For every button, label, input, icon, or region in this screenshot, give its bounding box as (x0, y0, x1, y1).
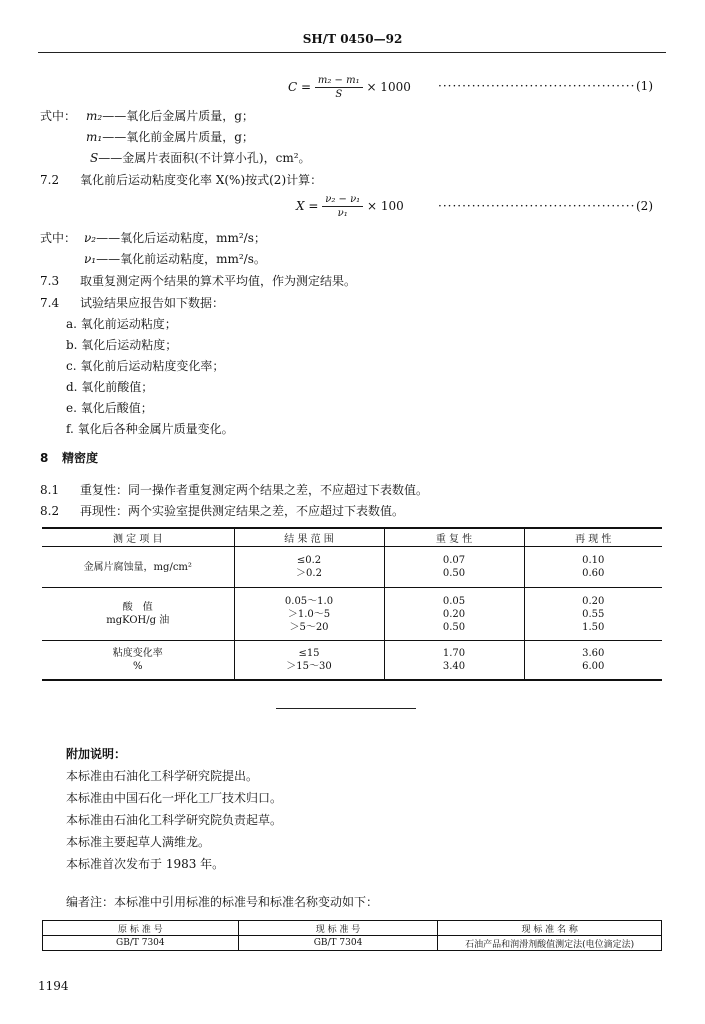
range-value: ＞0.2 (296, 568, 322, 579)
range-value: 0.05～1.0 (284, 595, 334, 607)
formula-1-dots: ········································· (438, 79, 636, 93)
section-8-2-number: 8.2 (40, 504, 60, 518)
repeatability-value: 0.20 (442, 608, 466, 620)
repeatability-cell (384, 547, 524, 588)
where-1-lead: 式中： (40, 109, 77, 123)
table-cell: 石油产品和润滑剂酸值测定法(电位滴定法) (438, 936, 662, 951)
section-divider (276, 708, 416, 709)
report-item: a. 氧化前运动粘度； (66, 317, 177, 331)
formula-1-denominator: S (335, 89, 343, 100)
reproducibility-value: 0.55 (582, 608, 605, 620)
notes-line: 本标准首次发布于 1983 年。 (66, 857, 225, 871)
where-1-desc: ——金属片表面积(不计算小孔)，cm²。 (98, 151, 311, 165)
where-1-desc: ——氧化前金属片质量，g； (102, 130, 254, 144)
table-row (42, 641, 662, 681)
range-cell (234, 588, 384, 641)
header-rule (38, 52, 666, 53)
report-item: b. 氧化后运动粘度； (66, 338, 178, 352)
section-7-4-number: 7.4 (40, 296, 60, 310)
reproducibility-value: 6.00 (582, 661, 605, 672)
section-8-title: 精密度 (62, 451, 99, 465)
repeatability-value: 0.50 (442, 621, 466, 633)
notes-line: 本标准由石油化工科学研究院负责起草。 (66, 813, 283, 827)
where-1-item (86, 129, 254, 145)
table-header-row (42, 528, 662, 547)
formula-2-fraction (322, 193, 363, 220)
item-cell (42, 588, 234, 641)
section-7-3-text: 取重复测定两个结果的算术平均值，作为测定结果。 (80, 274, 357, 288)
range-value: ≤15 (298, 648, 320, 659)
section-8-2-text: 再现性：两个实验室提供测定结果之差，不应超过下表数值。 (80, 504, 405, 518)
where-1-item (90, 150, 311, 166)
table-cell: GB/T 7304 (43, 936, 239, 951)
formula-2-lhs: X (296, 199, 305, 213)
item-cell (42, 547, 234, 588)
where-2-symbol: ν₂ (84, 231, 97, 245)
where-2-item (84, 251, 266, 267)
item-label: 金属片腐蚀量，mg/cm² (83, 561, 192, 573)
where-1-desc: ——氧化后金属片质量，g； (102, 109, 254, 123)
table-row (43, 936, 662, 951)
formula-1-fraction (315, 74, 363, 101)
editor-note: 编者注：本标准中引用标准的标准号和标准名称变动如下： (66, 895, 379, 909)
standard-change-table (42, 920, 662, 951)
header-cell: 原 标 准 号 (43, 921, 239, 936)
notes-line: 本标准由中国石化一坪化工厂技术归口。 (66, 791, 283, 805)
formula-1-multiplier: × 1000 (366, 80, 411, 94)
header-cell: 现 标 准 号 (238, 921, 438, 936)
repeatability-value: 0.50 (442, 568, 466, 579)
reproducibility-value: 0.60 (582, 568, 605, 579)
notes-line: 本标准由石油化工科学研究院提出。 (66, 769, 259, 783)
page-number: 1194 (38, 979, 69, 993)
header-cell: 结 果 范 围 (234, 528, 384, 547)
notes-line: 本标准主要起草人满维龙。 (66, 835, 211, 849)
repeatability-value: 0.05 (442, 595, 466, 607)
reproducibility-value: 3.60 (582, 648, 605, 659)
range-value: ≤0.2 (296, 555, 322, 566)
header-cell: 重 复 性 (384, 528, 524, 547)
section-8-1-number: 8.1 (40, 483, 60, 497)
where-2-lead: 式中： (40, 231, 77, 245)
formula-2-dots: ········································· (438, 199, 636, 213)
where-1-symbol: S (90, 151, 99, 165)
header-cell: 现 标 准 名 称 (438, 921, 662, 936)
item-cell (42, 641, 234, 681)
repeatability-cell (384, 641, 524, 681)
formula-1-numerator: m₂ − m₁ (315, 74, 363, 88)
section-7-2-number: 7.2 (40, 173, 60, 187)
section-7-3-number: 7.3 (40, 274, 60, 288)
page-header-code: SH/T 0450—92 (302, 32, 403, 46)
where-2-item (84, 230, 266, 246)
notes-title: 附加说明： (66, 747, 127, 761)
formula-1-number: (1) (636, 79, 653, 93)
section-8-1-text: 重复性：同一操作者重复测定两个结果之差，不应超过下表数值。 (80, 483, 429, 497)
precision-table (42, 527, 662, 681)
reproducibility-value: 1.50 (582, 621, 605, 633)
formula-1-lhs: C (288, 80, 298, 94)
range-value: ＞1.0～5 (287, 608, 331, 620)
formula-2: X = $\frac{\text{ν₂ − ν₁}}{\text{ν₁}}$ × 100 (296, 194, 404, 219)
repeatability-value: 0.07 (442, 555, 466, 566)
range-cell (234, 641, 384, 681)
where-1-symbol: m₁ (86, 130, 103, 144)
report-item: d. 氧化前酸值； (66, 380, 154, 394)
header-cell: 再 现 性 (524, 528, 662, 547)
item-unit: mgKOH/g 油 (106, 615, 170, 626)
where-1-item (86, 108, 254, 124)
range-value: ＞5～20 (289, 621, 329, 633)
repeatability-value: 1.70 (442, 648, 466, 659)
table-header-row (43, 921, 662, 936)
report-item: f. 氧化后各种金属片质量变化。 (66, 422, 234, 436)
where-2-desc: ——氧化前运动粘度，mm²/s。 (96, 252, 266, 266)
reproducibility-cell (524, 641, 662, 681)
header-cell: 测 定 项 目 (42, 528, 234, 547)
formula-2-number: (2) (636, 199, 653, 213)
table-row (42, 547, 662, 588)
table-cell: GB/T 7304 (238, 936, 438, 951)
reproducibility-cell (524, 588, 662, 641)
repeatability-cell (384, 588, 524, 641)
item-label: 粘度变化率 (112, 648, 163, 659)
item-unit: % (132, 661, 143, 672)
formula-2-denominator: ν₁ (337, 208, 348, 219)
section-7-2-text: 氧化前后运动粘度变化率 X(%)按式(2)计算： (80, 173, 323, 187)
formula-2-numerator: ν₂ − ν₁ (322, 193, 363, 207)
report-item: e. 氧化后酸值； (66, 401, 153, 415)
where-2-symbol: ν₁ (84, 252, 97, 266)
formula-2-multiplier: × 100 (367, 199, 404, 213)
section-8-number: 8 (40, 451, 49, 465)
report-item: c. 氧化前后运动粘度变化率； (66, 359, 225, 373)
reproducibility-value: 0.10 (582, 555, 605, 566)
range-cell (234, 547, 384, 588)
table-row (42, 588, 662, 641)
repeatability-value: 3.40 (442, 661, 466, 672)
item-label: 酸 值 (122, 602, 153, 613)
where-2-desc: ——氧化后运动粘度，mm²/s； (96, 231, 266, 245)
section-7-4-text: 试验结果应报告如下数据： (80, 296, 225, 310)
formula-1: C = $\frac{\text{m₂ − m₁}}{S}$ × 1000 (288, 75, 411, 100)
reproducibility-cell (524, 547, 662, 588)
range-value: ＞15～30 (286, 661, 332, 672)
where-1-symbol: m₂ (86, 109, 103, 123)
reproducibility-value: 0.20 (582, 595, 605, 607)
